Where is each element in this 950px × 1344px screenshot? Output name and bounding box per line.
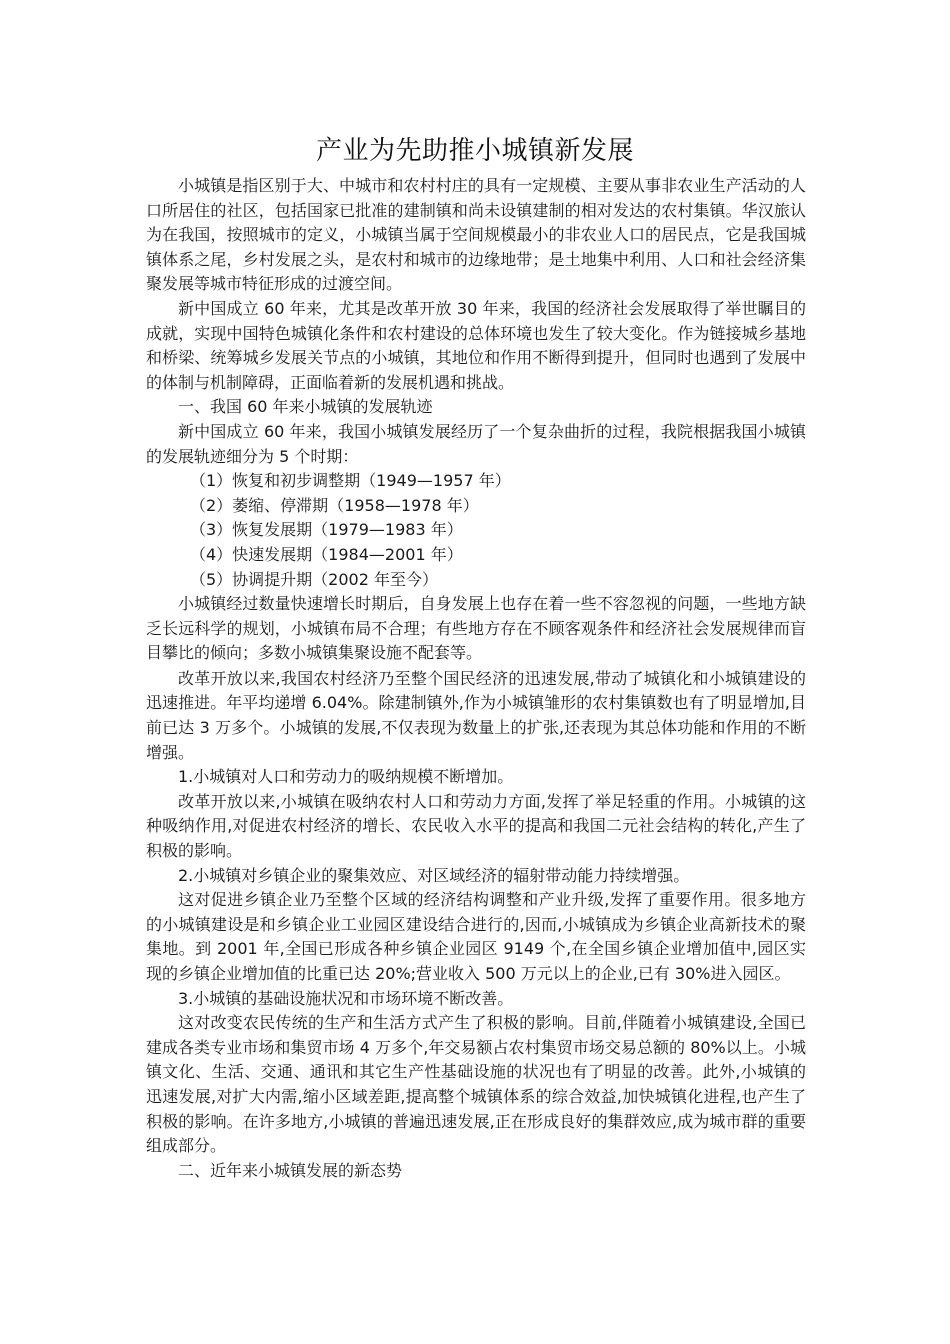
paragraph-intro-definition: 小城镇是指区别于大、中城市和农村村庄的具有一定规模、主要从事非农业生产活动的人口所居住的社区，包括国家已批准的建制镇和尚未设镇建制的相对发达的农村集镇。华汉旅认为在我国，按照城市的定义，小城镇当属于空间规模最小的非农业人口的居民点，它是我国城镇体系之尾，乡村发展之头，是农村和城市的边缘地带；是土地集中利用、人口和社会经济集聚发展等城市特征形成的过渡空间。 xyxy=(146,176,806,294)
paragraph-infrastructure: 这对改变农民传统的生产和生活方式产生了积极的影响。目前,伴随着小城镇建设,全国已建成各类专业市场和集贸市场 4 万多个,年交易额占农村集贸市场交易总额的 80%以上。小城镇文化、生活、交通、通讯和其它生产性基础设施的状况也有了明显的改善。此外,小城镇的迅速发展,对扩大内需,缩小区域差距,提高整个城镇体系的综合效益,加快城镇化进程,也产生了积极的影响。在许多地方,小城镇的普遍迅速发展,正在形成良好的集群效应,成为城市群的重要组成部分。 xyxy=(146,1013,806,1156)
paragraph-problems: 小城镇经过数量快速增长时期后，自身发展上也存在着一些不容忽视的问题，一些地方缺乏长远科学的规划，小城镇布局不合理；有些地方存在不顾客观条件和经济社会发展规律而盲目攀比的倾向；多数小城镇集聚设施不配套等。 xyxy=(146,594,806,663)
list-item-period-1: （1）恢复和初步调整期（1949—1957 年） xyxy=(190,471,511,491)
list-item-period-5: （5）协调提升期（2002 年至今） xyxy=(190,569,438,589)
list-item-period-3: （3）恢复发展期（1979—1983 年） xyxy=(190,520,463,540)
subheading-2: 2.小城镇对乡镇企业的聚集效应、对区域经济的辐射带动能力持续增强。 xyxy=(178,865,690,885)
section-heading-2: 二、近年来小城镇发展的新态势 xyxy=(178,1160,403,1180)
section-heading-1: 一、我国 60 年来小城镇的发展轨迹 xyxy=(178,397,433,417)
document-body xyxy=(146,174,806,1183)
subheading-3: 3.小城镇的基础设施状况和市场环境不断改善。 xyxy=(178,988,514,1008)
subheading-1: 1.小城镇对人口和劳动力的吸纳规模不断增加。 xyxy=(178,767,514,787)
list-item-period-4: （4）快速发展期（1984—2001 年） xyxy=(190,544,463,564)
paragraph-reform-growth: 改革开放以来,我国农村经济乃至整个国民经济的迅速发展,带动了城镇化和小城镇建设的迅速推进。年平均递增 6.04%。除建制镇外,作为小城镇雏形的农村集镇数也有了明显增加,目前已达 3 万多个。小城镇的发展,不仅表现为数量上的扩张,还表现为其总体功能和作用的不断增强。 xyxy=(146,668,806,762)
paragraph-periods-intro: 新中国成立 60 年来，我国小城镇发展经历了一个复杂曲折的过程，我院根据我国小城镇的发展轨迹细分为 5 个时期： xyxy=(146,421,806,466)
paragraph-enterprise-parks: 这对促进乡镇企业乃至整个区域的经济结构调整和产业升级,发挥了重要作用。很多地方的小城镇建设是和乡镇企业工业园区建设结合进行的,因而,小城镇成为乡镇企业高新技术的聚集地。到 2001 年,全国已形成各种乡镇企业园区 9149 个,在全国乡镇企业增加值中,园区实现的乡镇企业增加值的比重已达 20%;营业收入 500 万元以上的企业,已有 30%进入园区。 xyxy=(146,890,806,983)
paragraph-intro-context: 新中国成立 60 年来，尤其是改革开放 30 年来，我国的经济社会发展取得了举世瞩目的成就，实现中国特色城镇化条件和农村建设的总体环境也发生了较大变化。作为链接城乡基地和桥梁、统筹城乡发展关节点的小城镇，其地位和作用不断得到提升，但同时也遇到了发展中的体制与机制障碍，正面临着新的发展机遇和挑战。 xyxy=(146,298,806,392)
document-title: 产业为先助推小城镇新发展 xyxy=(315,136,634,166)
paragraph-absorption: 改革开放以来,小城镇在吸纳农村人口和劳动力方面,发挥了举足轻重的作用。小城镇的这种吸纳作用,对促进农村经济的增长、农民收入水平的提高和我国二元社会结构的转化,产生了积极的影响。 xyxy=(146,791,806,861)
list-item-period-2: （2）萎缩、停滞期（1958—1978 年） xyxy=(190,495,479,515)
